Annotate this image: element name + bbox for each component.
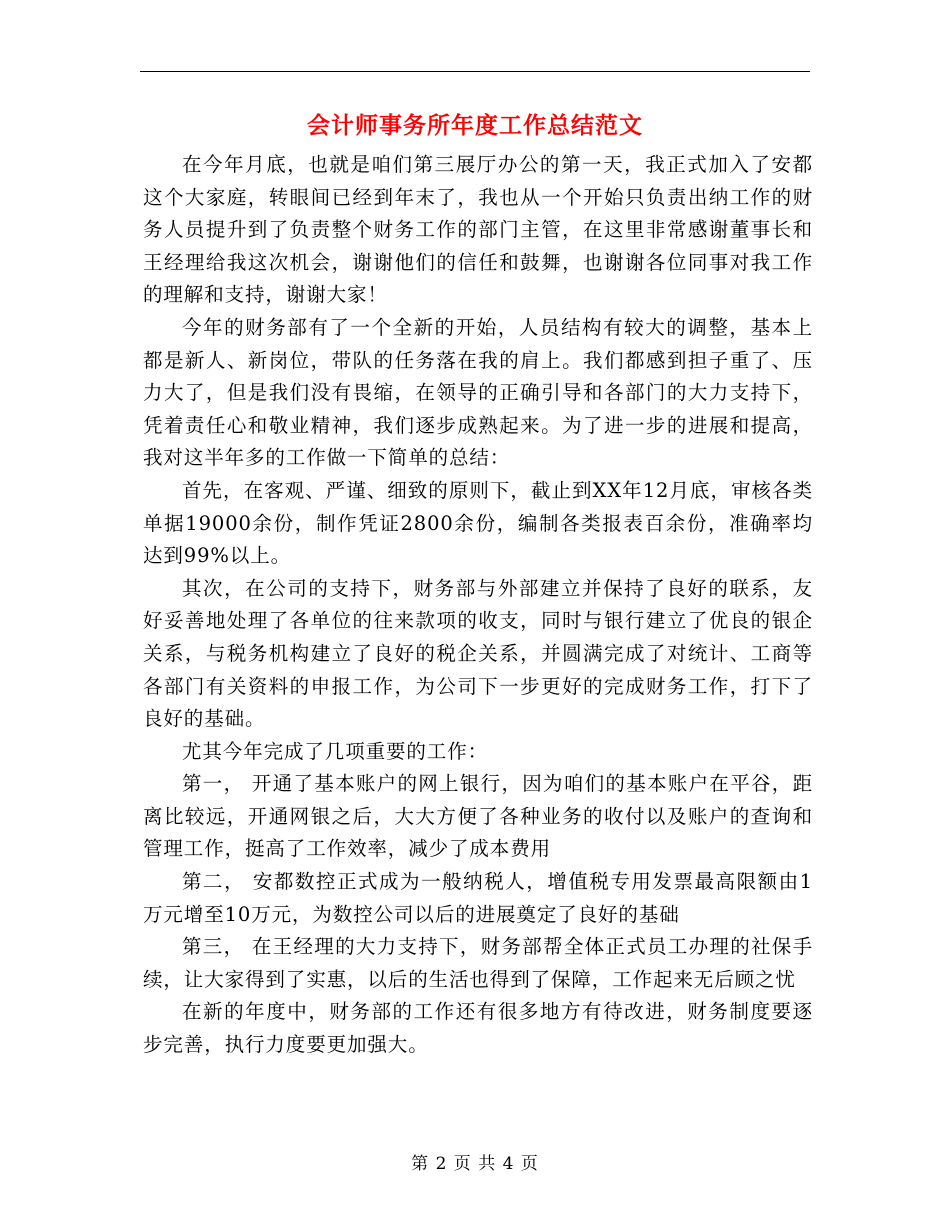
paragraph-key-work: 尤其今年完成了几项重要的工作： (182, 739, 489, 763)
document-body (143, 149, 813, 1062)
paragraph-item-1: 第一， 开通了基本账户的网上银行，因为咱们的基本账户在平谷，距离比较远，开通网银之后，大大方便了各种业务的收付以及账户的查询和管理工作，挺高了工作效率，减少了成本费用 (143, 772, 813, 861)
paragraph-item-2: 第二， 安都数控正式成为一般纳税人，增值税专用发票最高限额由1万元增至10万元，为数控公司以后的进展奠定了良好的基础 (143, 870, 813, 926)
paragraph-item-3: 第三， 在王经理的大力支持下，财务部帮全体正式员工办理的社保手续，让大家得到了实惠，以后的生活也得到了保障，工作起来无后顾之忧 (143, 935, 813, 991)
document-title: 会计师事务所年度工作总结范文 (307, 112, 643, 139)
header-rule (140, 71, 810, 72)
paragraph-second: 其次，在公司的支持下，财务部与外部建立并保持了良好的联系，友好妥善地处理了各单位的往来款项的收支，同时与银行建立了优良的银企关系，与税务机构建立了良好的税企关系，并圆满完成了对统计、工商等各部门有关资料的申报工作，为公司下一步更好的完成财务工作，打下了良好的基础。 (143, 576, 813, 731)
paragraph-overview: 今年的财务部有了一个全新的开始，人员结构有较大的调整，基本上都是新人、新岗位，带队的任务落在我的肩上。我们都感到担子重了、压力大了，但是我们没有畏缩，在领导的正确引导和各部门的大力支持下，凭着责任心和敬业精神，我们逐步成熟起来。为了进一步的进展和提高，我对这半年多的工作做一下简单的总结： (143, 315, 813, 470)
paragraph-outlook: 在新的年度中，财务部的工作还有很多地方有待改进，财务制度要逐步完善，执行力度要更加强大。 (143, 1000, 813, 1057)
page-indicator: 第 2 页 共 4 页 (411, 1154, 539, 1174)
paragraph-intro: 在今年月底，也就是咱们第三展厅办公的第一天，我正式加入了安都这个大家庭，转眼间已经到年末了，我也从一个开始只负责出纳工作的财务人员提升到了负责整个财务工作的部门主管，在这里非常感谢董事长和王经理给我这次机会，谢谢他们的信任和鼓舞，也谢谢各位同事对我工作的理解和支持，谢谢大家！ (143, 153, 813, 307)
paragraph-first: 首先，在客观、严谨、细致的原则下，截止到XX年12月底，审核各类单据19000余份，制作凭证2800余份，编制各类报表百余份，准确率均达到99%以上。 (143, 478, 813, 568)
